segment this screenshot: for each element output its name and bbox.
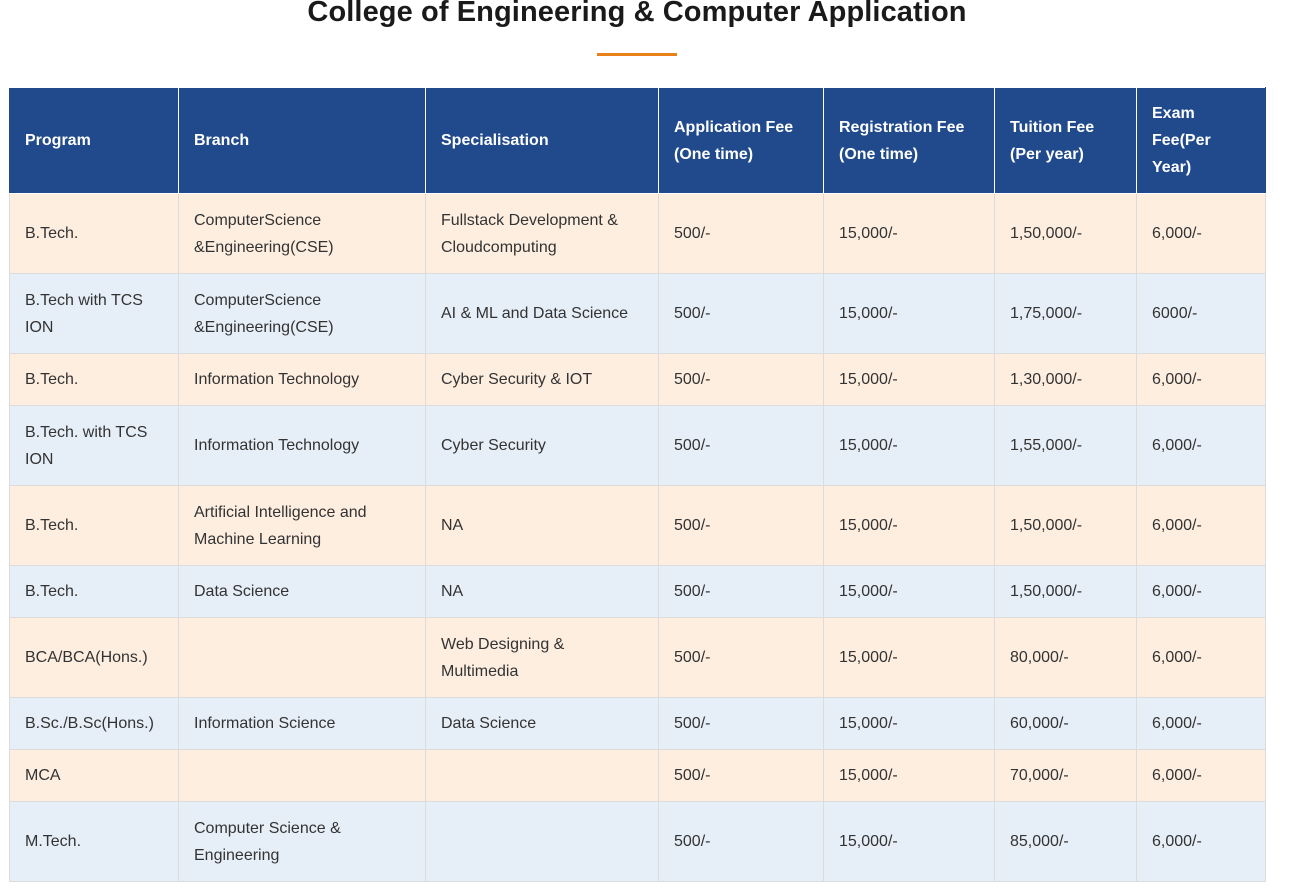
title-underline xyxy=(597,53,677,56)
cell-exam-fee: 6,000/- xyxy=(1137,486,1266,566)
cell-exam-fee: 6,000/- xyxy=(1137,194,1266,274)
cell-exam-fee: 6,000/- xyxy=(1137,750,1266,802)
cell-specialisation: Cyber Security xyxy=(426,406,659,486)
cell-registration-fee: 15,000/- xyxy=(824,618,995,698)
cell-application-fee: 500/- xyxy=(659,698,824,750)
cell-program: B.Tech. xyxy=(10,194,179,274)
table-row xyxy=(10,194,1266,274)
header-registration-fee: Registration Fee (One time) xyxy=(824,88,995,194)
table-row xyxy=(10,406,1266,486)
cell-specialisation xyxy=(426,750,659,802)
cell-registration-fee: 15,000/- xyxy=(824,194,995,274)
cell-tuition-fee: 1,50,000/- xyxy=(995,566,1137,618)
cell-branch: ComputerScience &Engineering(CSE) xyxy=(179,194,426,274)
cell-specialisation: AI & ML and Data Science xyxy=(426,274,659,354)
cell-tuition-fee: 1,50,000/- xyxy=(995,194,1137,274)
cell-application-fee: 500/- xyxy=(659,406,824,486)
header-exam-fee: Exam Fee(Per Year) xyxy=(1137,88,1266,194)
cell-specialisation: Data Science xyxy=(426,698,659,750)
fee-table xyxy=(9,87,1266,882)
cell-exam-fee: 6000/- xyxy=(1137,274,1266,354)
cell-application-fee: 500/- xyxy=(659,274,824,354)
cell-program: B.Tech. xyxy=(10,486,179,566)
cell-registration-fee: 15,000/- xyxy=(824,486,995,566)
cell-specialisation xyxy=(426,802,659,882)
cell-branch xyxy=(179,618,426,698)
cell-registration-fee: 15,000/- xyxy=(824,802,995,882)
cell-branch: Information Technology xyxy=(179,406,426,486)
cell-tuition-fee: 60,000/- xyxy=(995,698,1137,750)
cell-exam-fee: 6,000/- xyxy=(1137,698,1266,750)
table-row xyxy=(10,802,1266,882)
cell-program: BCA/BCA(Hons.) xyxy=(10,618,179,698)
cell-registration-fee: 15,000/- xyxy=(824,698,995,750)
cell-application-fee: 500/- xyxy=(659,618,824,698)
cell-program: B.Tech with TCS ION xyxy=(10,274,179,354)
table-row xyxy=(10,618,1266,698)
cell-registration-fee: 15,000/- xyxy=(824,274,995,354)
cell-program: B.Tech. with TCS ION xyxy=(10,406,179,486)
header-branch: Branch xyxy=(179,88,426,194)
cell-program: MCA xyxy=(10,750,179,802)
cell-tuition-fee: 1,30,000/- xyxy=(995,354,1137,406)
table-header-row xyxy=(10,88,1266,194)
cell-exam-fee: 6,000/- xyxy=(1137,802,1266,882)
cell-application-fee: 500/- xyxy=(659,566,824,618)
cell-tuition-fee: 1,55,000/- xyxy=(995,406,1137,486)
cell-tuition-fee: 1,50,000/- xyxy=(995,486,1137,566)
cell-branch: Information Technology xyxy=(179,354,426,406)
cell-application-fee: 500/- xyxy=(659,750,824,802)
cell-registration-fee: 15,000/- xyxy=(824,354,995,406)
cell-registration-fee: 15,000/- xyxy=(824,406,995,486)
cell-branch: Information Science xyxy=(179,698,426,750)
page-title: College of Engineering & Computer Application xyxy=(307,0,967,28)
cell-branch: Data Science xyxy=(179,566,426,618)
header-specialisation: Specialisation xyxy=(426,88,659,194)
cell-specialisation: NA xyxy=(426,486,659,566)
cell-tuition-fee: 1,75,000/- xyxy=(995,274,1137,354)
table-row xyxy=(10,566,1266,618)
cell-tuition-fee: 85,000/- xyxy=(995,802,1137,882)
header-program: Program xyxy=(10,88,179,194)
cell-exam-fee: 6,000/- xyxy=(1137,566,1266,618)
cell-specialisation: Web Designing & Multimedia xyxy=(426,618,659,698)
cell-tuition-fee: 80,000/- xyxy=(995,618,1137,698)
header-application-fee: Application Fee (One time) xyxy=(659,88,824,194)
cell-exam-fee: 6,000/- xyxy=(1137,406,1266,486)
cell-program: B.Tech. xyxy=(10,354,179,406)
cell-program: B.Tech. xyxy=(10,566,179,618)
cell-branch xyxy=(179,750,426,802)
cell-program: M.Tech. xyxy=(10,802,179,882)
cell-branch: ComputerScience &Engineering(CSE) xyxy=(179,274,426,354)
cell-exam-fee: 6,000/- xyxy=(1137,618,1266,698)
cell-specialisation: Fullstack Development & Cloudcomputing xyxy=(426,194,659,274)
cell-program: B.Sc./B.Sc(Hons.) xyxy=(10,698,179,750)
table-row xyxy=(10,274,1266,354)
cell-application-fee: 500/- xyxy=(659,194,824,274)
cell-registration-fee: 15,000/- xyxy=(824,566,995,618)
cell-tuition-fee: 70,000/- xyxy=(995,750,1137,802)
header-tuition-fee: Tuition Fee (Per year) xyxy=(995,88,1137,194)
cell-application-fee: 500/- xyxy=(659,354,824,406)
cell-specialisation: Cyber Security & IOT xyxy=(426,354,659,406)
cell-registration-fee: 15,000/- xyxy=(824,750,995,802)
cell-exam-fee: 6,000/- xyxy=(1137,354,1266,406)
table-row xyxy=(10,698,1266,750)
table-row xyxy=(10,486,1266,566)
cell-branch: Computer Science & Engineering xyxy=(179,802,426,882)
cell-branch: Artificial Intelligence and Machine Learning xyxy=(179,486,426,566)
table-row xyxy=(10,750,1266,802)
cell-application-fee: 500/- xyxy=(659,486,824,566)
table-row xyxy=(10,354,1266,406)
cell-specialisation: NA xyxy=(426,566,659,618)
cell-application-fee: 500/- xyxy=(659,802,824,882)
